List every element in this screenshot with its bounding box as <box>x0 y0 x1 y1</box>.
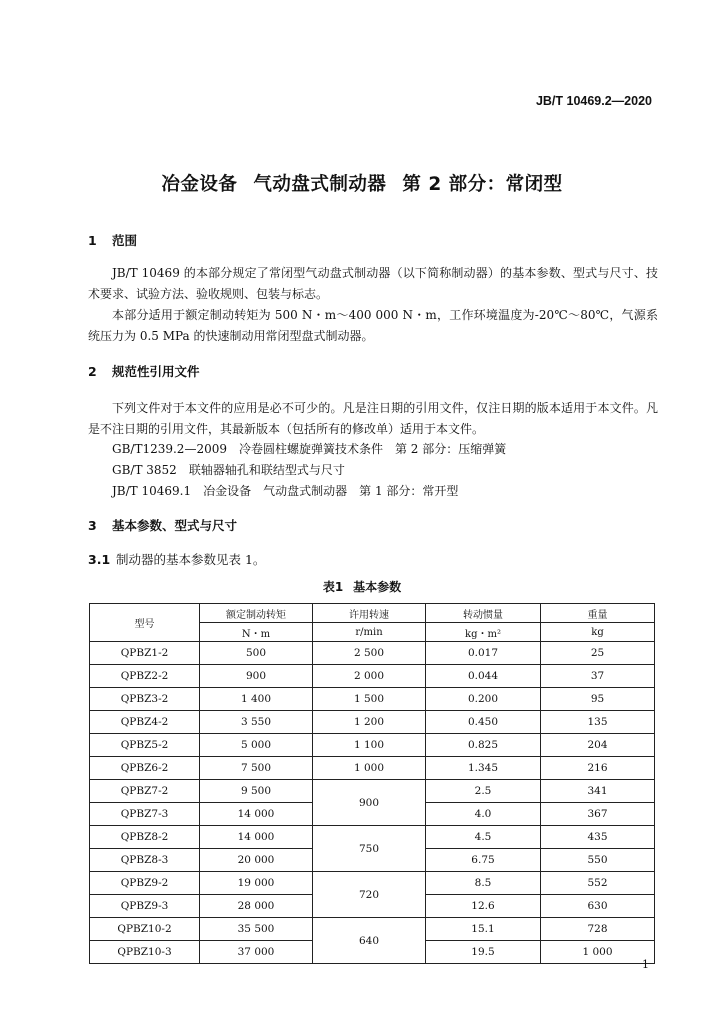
cell-torque: 1 400 <box>200 688 313 711</box>
cell-model: QPBZ9-3 <box>90 895 200 918</box>
cell-model: QPBZ5-2 <box>90 734 200 757</box>
cell-inertia: 0.017 <box>426 642 541 665</box>
cell-weight: 216 <box>541 757 655 780</box>
cell-model: QPBZ4-2 <box>90 711 200 734</box>
cell-torque: 7 500 <box>200 757 313 780</box>
section-title: 规范性引用文件 <box>112 364 200 379</box>
cell-weight: 1 000 <box>541 941 655 964</box>
cell-speed: 1 000 <box>313 757 426 780</box>
cell-torque: 5 000 <box>200 734 313 757</box>
cell-weight: 728 <box>541 918 655 941</box>
reference-title: 冷卷圆柱螺旋弹簧技术条件 第 2 部分：压缩弹簧 <box>238 442 507 456</box>
cell-torque: 3 550 <box>200 711 313 734</box>
cell-model: QPBZ6-2 <box>90 757 200 780</box>
cell-weight: 367 <box>541 803 655 826</box>
clause-text: 制动器的基本参数见表 1。 <box>116 552 266 567</box>
table-row <box>90 780 655 803</box>
cell-model: QPBZ7-2 <box>90 780 200 803</box>
cell-inertia: 0.450 <box>426 711 541 734</box>
unit-speed: r/min <box>313 623 426 642</box>
cell-speed-merged: 750 <box>313 826 426 872</box>
section-number: 3 <box>88 518 97 533</box>
title-part-2: 气动盘式制动器 <box>253 174 387 195</box>
clause-3-1 <box>88 550 265 568</box>
column-header-weight: 重量 <box>541 604 655 623</box>
paragraph: 下列文件对于本文件的应用是必不可少的。凡是注日期的引用文件，仅注日期的版本适用于本文件。凡是不注日期的引用文件，其最新版本（包括所有的修改单）适用于本文件。 <box>88 401 658 436</box>
unit-torque: N・m <box>200 623 313 642</box>
cell-inertia: 1.345 <box>426 757 541 780</box>
cell-speed: 1 500 <box>313 688 426 711</box>
table-row <box>90 688 655 711</box>
cell-inertia: 15.1 <box>426 918 541 941</box>
page-number: 1 <box>642 958 649 971</box>
cell-inertia: 8.5 <box>426 872 541 895</box>
reference-item <box>112 461 345 478</box>
cell-model: QPBZ1-2 <box>90 642 200 665</box>
title-part-3: 第 2 部分：常闭型 <box>402 174 563 195</box>
paragraph: 本部分适用于额定制动转矩为 500 N・m～400 000 N・m，工作环境温度为-20℃～80℃，气源系统压力为 0.5 MPa 的快速制动用常闭型盘式制动器。 <box>88 308 658 343</box>
cell-weight: 630 <box>541 895 655 918</box>
cell-torque: 37 000 <box>200 941 313 964</box>
cell-torque: 19 000 <box>200 872 313 895</box>
section-title: 范围 <box>112 233 138 248</box>
table-row <box>90 918 655 941</box>
cell-torque: 500 <box>200 642 313 665</box>
cell-weight: 95 <box>541 688 655 711</box>
cell-torque: 35 500 <box>200 918 313 941</box>
section-heading-normative-references <box>88 362 200 380</box>
cell-weight: 552 <box>541 872 655 895</box>
cell-inertia: 4.5 <box>426 826 541 849</box>
reference-title: 联轴器轴孔和联结型式与尺寸 <box>188 463 345 477</box>
cell-inertia: 0.200 <box>426 688 541 711</box>
cell-weight: 25 <box>541 642 655 665</box>
cell-torque: 14 000 <box>200 803 313 826</box>
reference-code: GB/T1239.2—2009 <box>112 442 227 456</box>
cell-torque: 9 500 <box>200 780 313 803</box>
table-row <box>90 734 655 757</box>
cell-model: QPBZ7-3 <box>90 803 200 826</box>
cell-model: QPBZ8-2 <box>90 826 200 849</box>
unit-weight: kg <box>541 623 655 642</box>
paragraph: JB/T 10469 的本部分规定了常闭型气动盘式制动器（以下简称制动器）的基本参数、型式与尺寸、技术要求、试验方法、验收规则、包装与标志。 <box>88 266 658 301</box>
table-header-row <box>90 604 655 623</box>
cell-speed: 2 000 <box>313 665 426 688</box>
section-number: 2 <box>88 364 97 379</box>
cell-speed: 1 100 <box>313 734 426 757</box>
cell-weight: 135 <box>541 711 655 734</box>
table-caption <box>0 578 724 595</box>
table-row <box>90 872 655 895</box>
section-heading-basic-parameters <box>88 516 237 534</box>
unit-inertia: kg・m² <box>426 623 541 642</box>
cell-weight: 341 <box>541 780 655 803</box>
cell-model: QPBZ2-2 <box>90 665 200 688</box>
cell-speed-merged: 640 <box>313 918 426 964</box>
reference-item <box>112 440 506 457</box>
cell-inertia: 2.5 <box>426 780 541 803</box>
reference-title: 冶金设备 气动盘式制动器 第 1 部分：常开型 <box>203 484 459 498</box>
reference-item <box>112 482 458 499</box>
cell-model: QPBZ8-3 <box>90 849 200 872</box>
cell-weight: 204 <box>541 734 655 757</box>
cell-speed-merged: 900 <box>313 780 426 826</box>
cell-inertia: 6.75 <box>426 849 541 872</box>
table-row <box>90 757 655 780</box>
column-header-model: 型号 <box>90 604 200 642</box>
title-part-1: 冶金设备 <box>161 174 238 195</box>
reference-code: GB/T 3852 <box>112 463 177 477</box>
cell-torque: 900 <box>200 665 313 688</box>
column-header-inertia: 转动惯量 <box>426 604 541 623</box>
table-row <box>90 711 655 734</box>
section-title: 基本参数、型式与尺寸 <box>112 518 238 533</box>
cell-model: QPBZ3-2 <box>90 688 200 711</box>
cell-speed: 1 200 <box>313 711 426 734</box>
table-row <box>90 826 655 849</box>
cell-weight: 37 <box>541 665 655 688</box>
standard-code: JB/T 10469.2—2020 <box>535 94 652 108</box>
cell-speed: 2 500 <box>313 642 426 665</box>
table-row <box>90 665 655 688</box>
section-number: 1 <box>88 233 97 248</box>
cell-inertia: 19.5 <box>426 941 541 964</box>
document-title <box>0 170 724 196</box>
reference-code: JB/T 10469.1 <box>112 484 192 498</box>
column-header-speed: 许用转速 <box>313 604 426 623</box>
table-caption-title: 基本参数 <box>353 580 402 594</box>
cell-model: QPBZ9-2 <box>90 872 200 895</box>
cell-model: QPBZ10-2 <box>90 918 200 941</box>
table-caption-number: 表1 <box>322 580 344 594</box>
cell-inertia: 4.0 <box>426 803 541 826</box>
clause-number: 3.1 <box>88 552 111 567</box>
basic-parameters-table <box>89 603 655 964</box>
cell-torque: 20 000 <box>200 849 313 872</box>
cell-inertia: 12.6 <box>426 895 541 918</box>
section-heading-scope <box>88 231 137 249</box>
cell-inertia: 0.044 <box>426 665 541 688</box>
cell-model: QPBZ10-3 <box>90 941 200 964</box>
table-row <box>90 642 655 665</box>
cell-speed-merged: 720 <box>313 872 426 918</box>
cell-weight: 435 <box>541 826 655 849</box>
cell-torque: 28 000 <box>200 895 313 918</box>
cell-torque: 14 000 <box>200 826 313 849</box>
cell-inertia: 0.825 <box>426 734 541 757</box>
column-header-torque: 额定制动转矩 <box>200 604 313 623</box>
cell-weight: 550 <box>541 849 655 872</box>
